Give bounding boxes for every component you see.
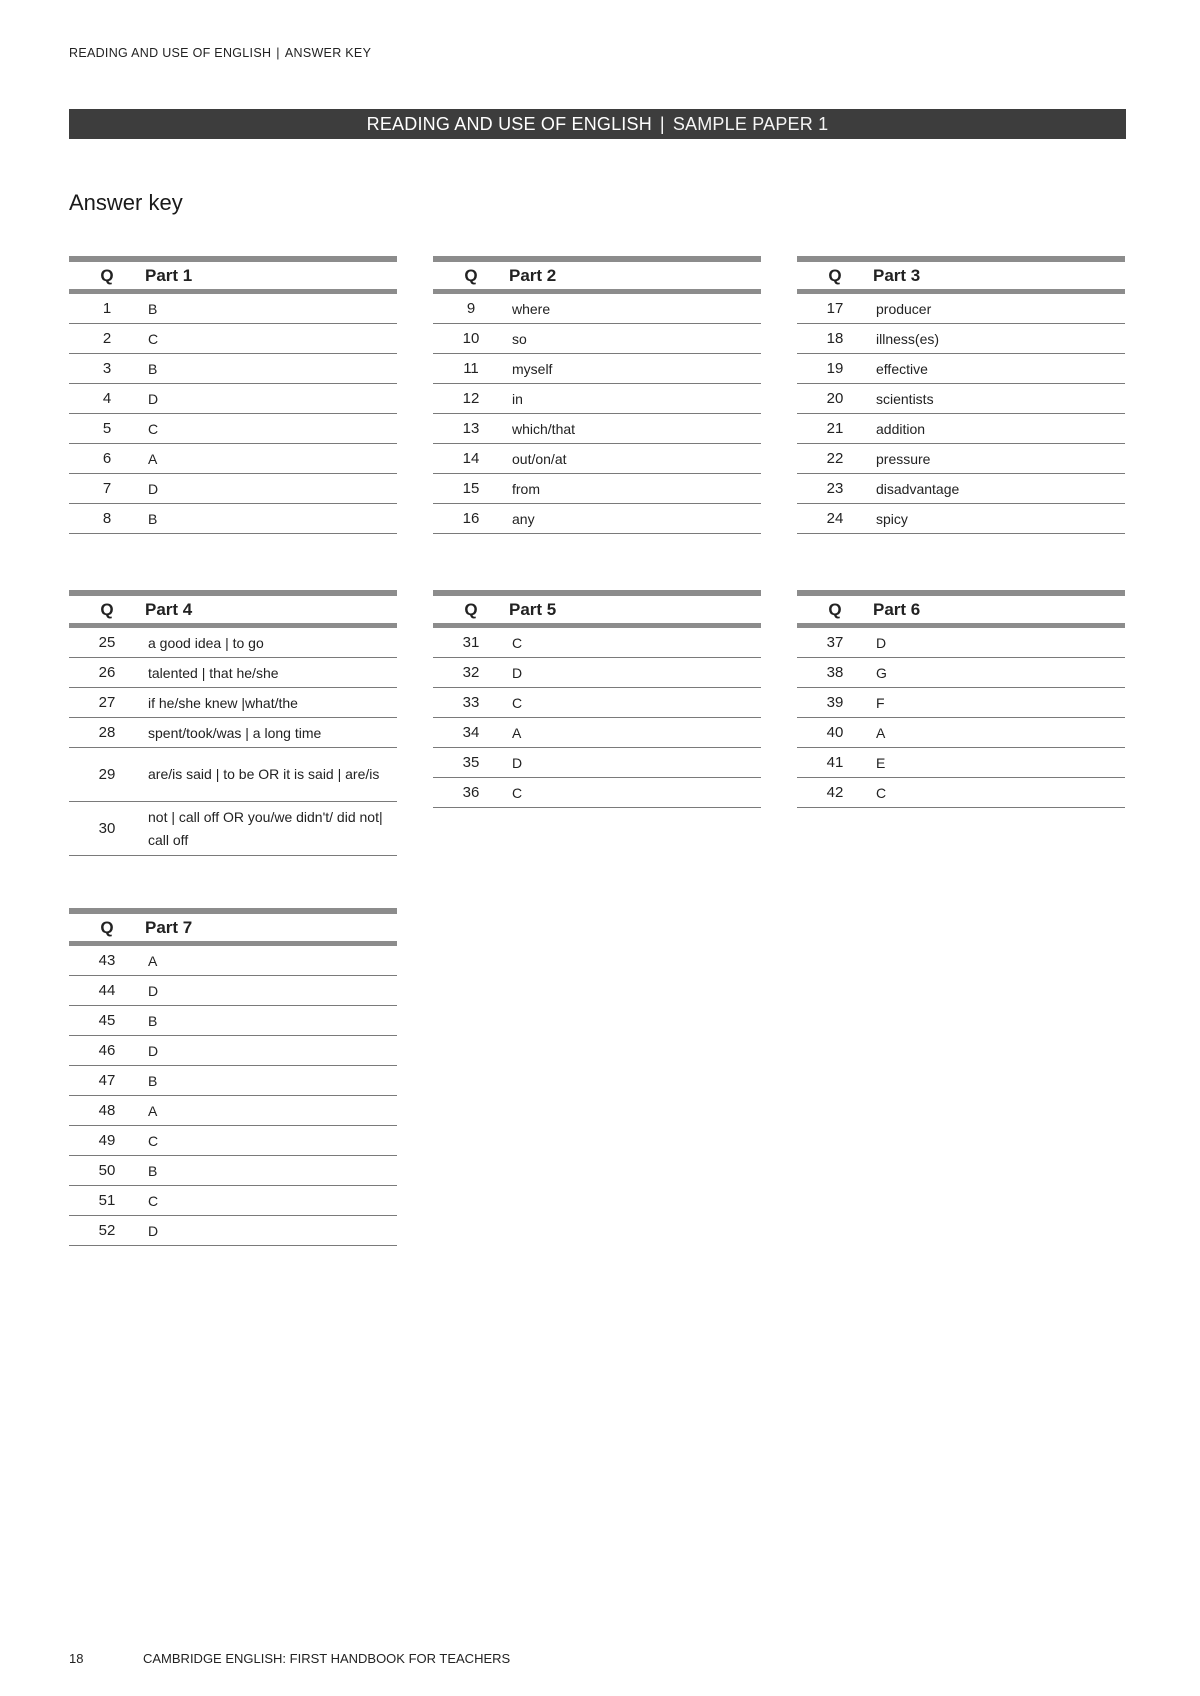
table-row (433, 474, 761, 504)
page-number: 18 (69, 1651, 84, 1666)
part-column-header: Part 3 (873, 259, 1125, 292)
table-row (797, 688, 1125, 718)
question-number: 26 (69, 658, 145, 688)
table-header-row (433, 593, 761, 626)
table-row (69, 1216, 397, 1246)
question-column-header: Q (433, 259, 509, 292)
answer-text: C (509, 688, 761, 718)
answer-text: A (145, 944, 397, 976)
table-row (69, 976, 397, 1006)
question-number: 45 (69, 1006, 145, 1036)
question-number: 38 (797, 658, 873, 688)
table-row (69, 504, 397, 534)
question-number: 12 (433, 384, 509, 414)
answer-text: D (145, 976, 397, 1006)
table-row (69, 474, 397, 504)
question-column-header: Q (69, 259, 145, 292)
table-row (797, 414, 1125, 444)
question-number: 28 (69, 718, 145, 748)
question-number: 27 (69, 688, 145, 718)
question-column-header: Q (69, 593, 145, 626)
banner-separator: | (659, 114, 665, 134)
question-number: 16 (433, 504, 509, 534)
banner-subtitle: SAMPLE PAPER 1 (672, 114, 829, 134)
question-number: 50 (69, 1156, 145, 1186)
table-row (797, 444, 1125, 474)
answer-text: A (873, 718, 1125, 748)
answer-table-part-7 (69, 908, 397, 1246)
answer-text: D (145, 1216, 397, 1246)
answer-text: disadvantage (873, 474, 1125, 504)
question-number: 15 (433, 474, 509, 504)
question-number: 34 (433, 718, 509, 748)
table-row (433, 504, 761, 534)
table-row (797, 748, 1125, 778)
question-number: 29 (69, 748, 145, 802)
answer-text: illness(es) (873, 324, 1125, 354)
answer-text: a good idea | to go (145, 626, 397, 658)
question-number: 31 (433, 626, 509, 658)
page-title: Answer key (69, 190, 183, 215)
answer-text: B (145, 504, 397, 534)
table-row (797, 384, 1125, 414)
question-number: 17 (797, 292, 873, 324)
question-number: 11 (433, 354, 509, 384)
answer-text: D (145, 474, 397, 504)
question-number: 10 (433, 324, 509, 354)
section-banner (69, 109, 1126, 139)
answer-text: C (145, 414, 397, 444)
table-row (433, 658, 761, 688)
question-number: 36 (433, 778, 509, 808)
part-column-header: Part 5 (509, 593, 761, 626)
question-number: 13 (433, 414, 509, 444)
answer-table-part-1 (69, 256, 397, 534)
answer-text: D (145, 1036, 397, 1066)
table-row (69, 944, 397, 976)
table-header-row (69, 911, 397, 944)
table-header-row (797, 259, 1125, 292)
answer-text: which/that (509, 414, 761, 444)
table-row (69, 1006, 397, 1036)
running-head (69, 46, 371, 60)
question-number: 6 (69, 444, 145, 474)
question-number: 52 (69, 1216, 145, 1246)
table-row (797, 324, 1125, 354)
answer-text: D (509, 748, 761, 778)
answer-table-part-6 (797, 590, 1125, 808)
table-row (433, 778, 761, 808)
answer-text: B (145, 292, 397, 324)
publication-title: CAMBRIDGE ENGLISH: FIRST HANDBOOK FOR TEACHERS (143, 1651, 511, 1666)
question-number: 51 (69, 1186, 145, 1216)
question-number: 7 (69, 474, 145, 504)
answer-table-part-2 (433, 256, 761, 534)
page-footer (69, 1651, 510, 1666)
question-number: 25 (69, 626, 145, 658)
part-column-header: Part 6 (873, 593, 1125, 626)
answer-table-part-5 (433, 590, 761, 808)
answer-text: C (509, 778, 761, 808)
answer-text: A (145, 1096, 397, 1126)
question-column-header: Q (69, 911, 145, 944)
question-number: 9 (433, 292, 509, 324)
question-number: 18 (797, 324, 873, 354)
answer-text: B (145, 1156, 397, 1186)
answer-text: scientists (873, 384, 1125, 414)
question-number: 2 (69, 324, 145, 354)
table-row (433, 384, 761, 414)
question-number: 8 (69, 504, 145, 534)
answer-text: myself (509, 354, 761, 384)
table-row (797, 778, 1125, 808)
answer-text: spicy (873, 504, 1125, 534)
answer-text: are/is said | to be OR it is said | are/is (145, 748, 397, 802)
question-number: 5 (69, 414, 145, 444)
table-header-row (69, 259, 397, 292)
question-number: 3 (69, 354, 145, 384)
answer-text: addition (873, 414, 1125, 444)
question-number: 48 (69, 1096, 145, 1126)
table-row (797, 474, 1125, 504)
table-row (69, 802, 397, 856)
banner-title: READING AND USE OF ENGLISH (366, 114, 652, 134)
table-row (433, 444, 761, 474)
answer-text: B (145, 1066, 397, 1096)
question-number: 49 (69, 1126, 145, 1156)
question-number: 24 (797, 504, 873, 534)
answer-text: A (145, 444, 397, 474)
table-row (69, 1186, 397, 1216)
answer-text: pressure (873, 444, 1125, 474)
answer-text: C (509, 626, 761, 658)
question-number: 22 (797, 444, 873, 474)
table-row (69, 1096, 397, 1126)
table-row (69, 718, 397, 748)
question-number: 33 (433, 688, 509, 718)
table-row (433, 688, 761, 718)
question-number: 47 (69, 1066, 145, 1096)
question-number: 39 (797, 688, 873, 718)
answer-text: D (509, 658, 761, 688)
question-number: 23 (797, 474, 873, 504)
table-row (797, 292, 1125, 324)
table-row (69, 1126, 397, 1156)
table-row (433, 324, 761, 354)
table-row (433, 354, 761, 384)
question-column-header: Q (797, 259, 873, 292)
table-row (69, 1156, 397, 1186)
answer-text: D (145, 384, 397, 414)
question-number: 20 (797, 384, 873, 414)
question-number: 46 (69, 1036, 145, 1066)
question-number: 4 (69, 384, 145, 414)
question-number: 42 (797, 778, 873, 808)
question-number: 44 (69, 976, 145, 1006)
answer-text: E (873, 748, 1125, 778)
table-header-row (797, 593, 1125, 626)
question-number: 41 (797, 748, 873, 778)
question-column-header: Q (433, 593, 509, 626)
table-row (69, 748, 397, 802)
running-head-separator: | (276, 46, 280, 60)
table-row (433, 626, 761, 658)
table-row (797, 354, 1125, 384)
part-column-header: Part 2 (509, 259, 761, 292)
table-row (69, 354, 397, 384)
answer-text: G (873, 658, 1125, 688)
part-column-header: Part 7 (145, 911, 397, 944)
table-header-row (433, 259, 761, 292)
table-row (433, 748, 761, 778)
answer-text: in (509, 384, 761, 414)
question-number: 32 (433, 658, 509, 688)
table-row (797, 504, 1125, 534)
running-head-subsection: ANSWER KEY (284, 46, 372, 60)
answer-table-part-4 (69, 590, 397, 856)
answer-text: any (509, 504, 761, 534)
table-row (69, 384, 397, 414)
answer-table-part-3 (797, 256, 1125, 534)
answer-text: C (873, 778, 1125, 808)
table-row (69, 444, 397, 474)
question-number: 43 (69, 944, 145, 976)
question-column-header: Q (797, 593, 873, 626)
table-row (69, 626, 397, 658)
question-number: 14 (433, 444, 509, 474)
answer-text: F (873, 688, 1125, 718)
answer-text: spent/took/was | a long time (145, 718, 397, 748)
answer-text: C (145, 324, 397, 354)
question-number: 35 (433, 748, 509, 778)
answer-text: from (509, 474, 761, 504)
table-row (69, 1066, 397, 1096)
table-row (69, 414, 397, 444)
part-column-header: Part 4 (145, 593, 397, 626)
answer-text: if he/she knew |what/the (145, 688, 397, 718)
question-number: 21 (797, 414, 873, 444)
table-row (797, 626, 1125, 658)
answer-text: producer (873, 292, 1125, 324)
answer-text: not | call off OR you/we didn't/ did not| call off (145, 802, 397, 856)
answer-text: C (145, 1186, 397, 1216)
table-row (797, 718, 1125, 748)
table-row (69, 1036, 397, 1066)
table-header-row (69, 593, 397, 626)
table-row (433, 718, 761, 748)
table-row (433, 414, 761, 444)
table-row (433, 292, 761, 324)
answer-text: B (145, 1006, 397, 1036)
answer-text: C (145, 1126, 397, 1156)
table-row (69, 658, 397, 688)
table-row (69, 324, 397, 354)
question-number: 30 (69, 802, 145, 856)
part-column-header: Part 1 (145, 259, 397, 292)
table-row (69, 292, 397, 324)
answer-text: B (145, 354, 397, 384)
answer-text: where (509, 292, 761, 324)
table-row (69, 688, 397, 718)
question-number: 19 (797, 354, 873, 384)
answer-text: effective (873, 354, 1125, 384)
answer-text: so (509, 324, 761, 354)
answer-text: A (509, 718, 761, 748)
question-number: 1 (69, 292, 145, 324)
question-number: 40 (797, 718, 873, 748)
question-number: 37 (797, 626, 873, 658)
answer-text: D (873, 626, 1125, 658)
answer-text: talented | that he/she (145, 658, 397, 688)
answer-text: out/on/at (509, 444, 761, 474)
running-head-section: READING AND USE OF ENGLISH (69, 46, 272, 60)
table-row (797, 658, 1125, 688)
